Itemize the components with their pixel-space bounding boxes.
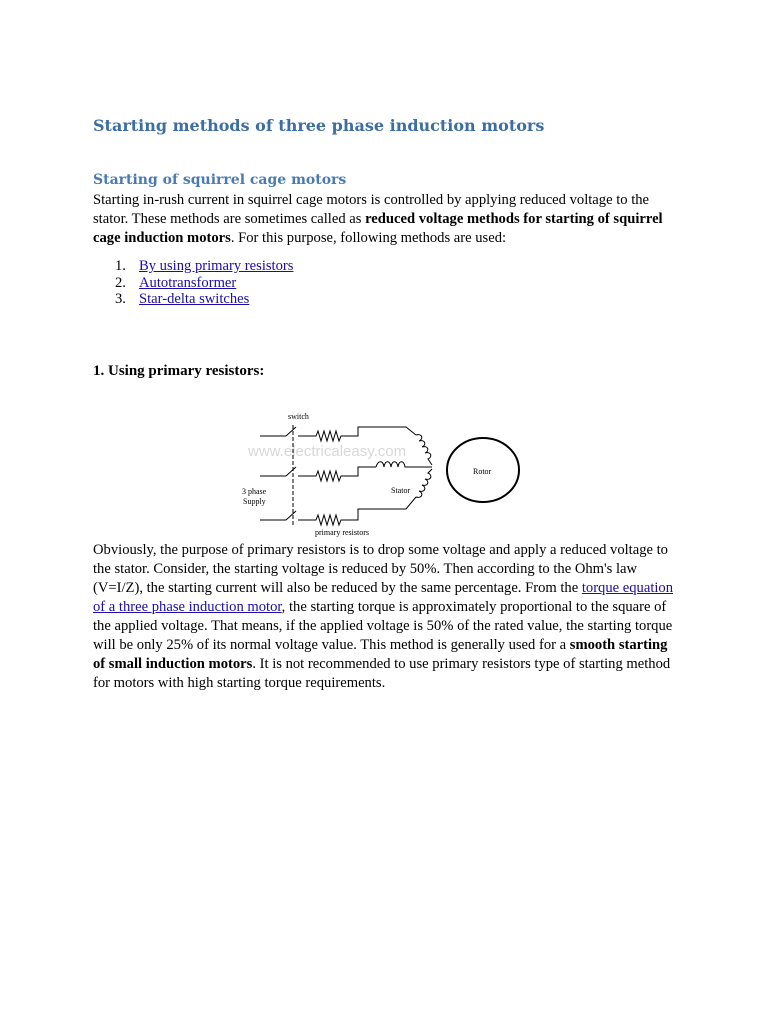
stator-coil-1 (416, 435, 432, 465)
rotor-label: Rotor (473, 467, 492, 476)
body-text-1: Obviously, the purpose of primary resistors is to drop some voltage and apply a reduced voltage to the stator. Consider, the starting voltage is reduced by 50%. Then according to the Ohm's law (V=I/Z), the starting current will also be reduced by the same percentage. From the (93, 542, 668, 596)
body-bold-text: smooth starting of small induction motors (93, 637, 668, 672)
switch-blade-2 (286, 467, 296, 476)
body-text-2: , the starting torque is approximately proportional to the square of the applied voltage. That means, if the applied voltage is 50% of the rated value, the starting torque will be only 25% of its normal voltage value. This method is generally used for a (93, 599, 673, 653)
method-link-star-delta[interactable]: Star-delta switches (139, 291, 250, 308)
torque-equation-link[interactable]: torque equation of a three phase induction motor (93, 580, 674, 615)
list-number: 2. (115, 274, 126, 291)
list-item (93, 258, 293, 275)
page-title: Starting methods of three phase induction motors (93, 116, 545, 135)
stator-coil-3 (416, 469, 432, 497)
switch-blade-3 (286, 511, 296, 520)
primary-resistors-label: primary resistors (315, 528, 369, 537)
phase-line-2 (298, 467, 376, 481)
stator-coil-2 (376, 462, 416, 467)
diagram-watermark: www.electricaleasy.com (248, 443, 407, 460)
section-heading-primary-resistors: 1. Using primary resistors: (93, 363, 265, 379)
intro-bold-text: reduced voltage methods for starting of squirrel cage induction motors (93, 211, 663, 246)
list-item (93, 275, 293, 292)
method-link-primary-resistors[interactable]: By using primary resistors (139, 258, 294, 274)
intro-text-1: Starting in-rush current in squirrel cage motors is controlled by applying reduced voltage to the stator. These methods are sometimes called as (93, 192, 650, 227)
primary-resistor-circuit-diagram (236, 405, 536, 540)
intro-paragraph (93, 191, 683, 248)
method-link-autotransformer[interactable]: Autotransformer (139, 274, 237, 291)
list-number: 1. (115, 258, 126, 274)
switch-blade-1 (286, 427, 296, 436)
supply-label-line-1: 3 phase (242, 487, 267, 496)
body-text-3: . It is not recommended to use primary resistors type of starting method for motors with high starting torque requirements. (93, 656, 671, 691)
list-item (93, 291, 293, 308)
intro-text-2: . For this purpose, following methods are used: (230, 230, 507, 246)
switch-label: switch (288, 412, 309, 421)
methods-list (93, 258, 293, 308)
phase-line-3 (298, 497, 416, 525)
supply-label-line-2: Supply (243, 497, 266, 506)
phase-line-1 (298, 427, 416, 441)
stator-label: Stator (391, 486, 411, 495)
section-subtitle: Starting of squirrel cage motors (93, 172, 347, 188)
primary-resistors-paragraph (93, 541, 683, 693)
list-number: 3. (115, 291, 126, 308)
